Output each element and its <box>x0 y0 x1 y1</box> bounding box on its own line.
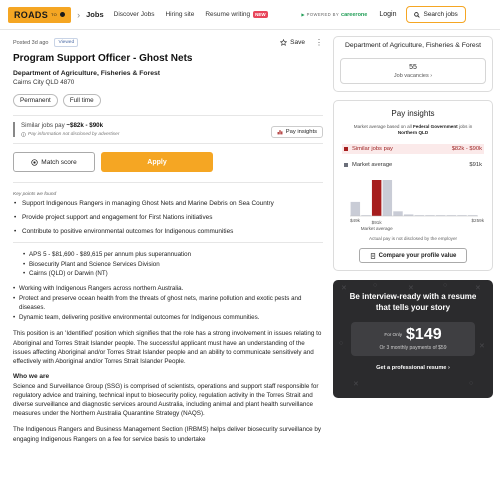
save-label: Save <box>290 39 305 46</box>
pay-insights-card <box>333 100 493 271</box>
chart-max-label: $259k <box>471 218 484 224</box>
employer-name[interactable]: Department of Agriculture, Fisheries & Forest <box>345 42 481 49</box>
logo-dot-icon <box>60 12 65 17</box>
job-detail <box>13 30 323 444</box>
pay-summary <box>13 115 323 144</box>
job-tags <box>13 94 323 107</box>
save-button[interactable] <box>280 39 305 46</box>
divider <box>13 242 323 243</box>
viewed-badge: Viewed <box>54 38 78 47</box>
compare-profile-button[interactable] <box>359 248 467 263</box>
info-icon <box>21 132 26 137</box>
action-row <box>13 152 323 172</box>
careerone-logo: careerone <box>341 11 368 18</box>
match-score-label: Match score <box>41 158 77 166</box>
subtitle-region: Northern QLD <box>397 130 429 136</box>
decor-x-icon: ✕ <box>353 381 359 389</box>
decor-circle-icon: ○ <box>373 282 378 290</box>
nav-hiring-site[interactable]: Hiring site <box>165 11 195 18</box>
search-jobs-label: Search jobs <box>423 11 458 18</box>
pay-insights-label: Pay insights <box>285 129 317 135</box>
target-icon <box>31 159 38 166</box>
pay-value: ~$82k - $90k <box>66 122 104 129</box>
powered-by-label: POWERED BY <box>306 12 340 17</box>
chart-bar <box>383 180 392 216</box>
apply-button[interactable]: Apply <box>101 152 213 172</box>
job-vacancies-button[interactable] <box>340 58 486 84</box>
job-fact: • Cairns (QLD) or Darwin (NT) <box>23 270 323 277</box>
price-row <box>351 326 475 344</box>
decor-circle-icon: ○ <box>339 340 344 348</box>
vacancies-count: 55 <box>409 63 417 71</box>
nav-discover-jobs[interactable]: Discover Jobs <box>113 11 155 18</box>
resume-promo <box>333 280 493 398</box>
duty-item: • Protect and preserve ocean health from the threats of ghost nets, marine pollution and exotic pests and diseases. <box>13 295 323 312</box>
decor-x-icon: ✕ <box>341 285 347 293</box>
sidebar <box>333 36 493 398</box>
posted-date: Posted 3d ago <box>13 39 49 46</box>
pay-insights-subtitle <box>342 124 484 136</box>
decor-circle-icon: ○ <box>443 282 448 290</box>
subtitle-bold: Federal Government <box>413 123 458 129</box>
pay-distribution-chart <box>342 176 484 234</box>
key-points-label: Key points we found <box>13 192 57 197</box>
similar-swatch <box>344 147 348 151</box>
key-point: • Contribute to positive environmental outcomes for Indigenous communities <box>13 228 323 235</box>
chart-bar <box>393 212 402 217</box>
price-box <box>351 322 475 356</box>
key-points-list <box>13 200 323 235</box>
pay-insights-title: Pay insights <box>391 108 435 118</box>
employer-card <box>333 36 493 92</box>
pay-label: Similar jobs pay <box>21 122 65 129</box>
chart-min-label: $49k <box>350 218 360 224</box>
tag-full-time: Full time <box>63 94 101 107</box>
divider <box>13 182 323 183</box>
search-icon <box>414 12 420 18</box>
subtitle-pre: Market average based on all <box>353 123 412 129</box>
job-location: Cairns City QLD 4870 <box>13 79 75 86</box>
tag-permanent: Permanent <box>13 94 58 107</box>
subtitle-post: jobs in <box>458 123 473 129</box>
document-icon <box>370 253 376 259</box>
decor-circle-icon: ○ <box>469 380 474 388</box>
vacancies-label: Job vacancies › <box>393 72 433 79</box>
breadcrumb-chevron-icon: › <box>77 9 81 20</box>
similar-label: Similar jobs pay <box>352 146 393 153</box>
key-point: • Provide project support and engagement for First Nations initiatives <box>13 214 323 221</box>
identified-paragraph: This position is an 'Identified' position which signifies that the role has a strong involvement in issues relating to Aboriginal and Torres Strait Islander people. The successful applicant must have an understanding of the issues affecting Aboriginal and/or Torres Strait Islander people and an ability to communicate sensitively and effectively with Aboriginal and/or Torres Strait Islander People. <box>13 330 322 365</box>
powered-by <box>301 12 368 18</box>
site-header <box>0 0 500 30</box>
bar-chart-icon <box>277 129 283 135</box>
logo-text: ROADS <box>14 9 49 20</box>
market-average-row <box>342 160 484 170</box>
decor-x-icon: ✕ <box>408 285 414 293</box>
market-value: $91k <box>469 162 482 169</box>
nav-resume-writing[interactable] <box>205 11 267 18</box>
job-title: Program Support Officer - Ghost Nets <box>13 53 193 64</box>
job-fact: • Biosecurity Plant and Science Services Division <box>23 261 323 268</box>
who-we-are-paragraph: Science and Surveillance Group (SSG) is comprised of scientists, operations and support staff responsible for regulatory advice and training, technical input to biosecurity policy, regulation activity in the Torres Strait and diverse surveillance and diagnostic services around Australia, including animal and plant health surveillance measures under the Northern Australia Quarantine Strategy (NAQS). <box>13 382 319 418</box>
match-score-button[interactable] <box>13 152 95 172</box>
promo-alt-price: Or 3 monthly payments of $59 <box>379 344 447 351</box>
key-point: • Support Indigenous Rangers in managing Ghost Nets and Marine Debris on Sea Country <box>13 200 323 207</box>
job-meta-row <box>13 38 323 47</box>
more-options-icon[interactable]: ⋮ <box>315 38 323 47</box>
job-facts-list <box>13 251 323 277</box>
chart-marker-value: $91k <box>371 220 382 226</box>
chart-bar <box>351 202 360 216</box>
duty-item: • Working with Indigenous Rangers across northern Australia. <box>13 285 323 293</box>
for-only-label: For Only <box>384 332 403 338</box>
promo-title: Be interview-ready with a resume that tells your story <box>349 292 477 312</box>
job-fact: • APS 5 - $81,690 - $89,615 per annum plus superannuation <box>23 251 323 258</box>
pay-insights-button[interactable] <box>271 126 323 138</box>
decor-x-icon: ✕ <box>479 343 485 351</box>
pay-chart-svg <box>342 176 486 234</box>
duty-item: • Dynamic team, delivering positive environmental outcomes for Indigenous communities. <box>13 314 323 322</box>
who-we-are-heading: Who we are <box>13 372 50 380</box>
nav-jobs[interactable]: Jobs <box>86 10 104 19</box>
star-icon <box>280 39 287 46</box>
new-badge: NEW <box>255 12 266 17</box>
irbms-paragraph: The Indigenous Rangers and Business Management Section (IRBMS) helps deliver biosecurity surveillance by engaging Indigenous Rangers on a fee for service basis to undertake <box>13 426 322 443</box>
login-link[interactable]: Login <box>379 11 397 18</box>
similar-value: $82k - $90k <box>451 146 482 153</box>
compare-profile-label: Compare your profile value <box>378 252 457 259</box>
chart-marker-label: Market average <box>360 226 393 232</box>
nav-resume-writing-label: Resume writing <box>205 11 251 18</box>
roads-logo[interactable] <box>8 7 71 23</box>
search-jobs-button[interactable] <box>406 6 465 23</box>
promo-price: $149 <box>406 325 442 343</box>
decor-x-icon: ✕ <box>475 285 481 293</box>
pay-note-text: Pay information not disclosed by advertiser <box>28 132 120 137</box>
organisation-name[interactable]: Department of Agriculture, Fisheries & Forest <box>13 70 161 77</box>
chart-bar <box>372 180 381 216</box>
chart-footnote: Actual pay is not disclosed by the employer <box>368 236 458 242</box>
similar-jobs-row <box>342 144 484 154</box>
market-label: Market average <box>352 162 393 169</box>
logo-sub: TO <box>51 12 58 17</box>
duties-list <box>13 285 323 322</box>
powered-arrow-icon <box>301 13 305 17</box>
market-swatch <box>344 163 348 167</box>
get-resume-link[interactable]: Get a professional resume › <box>376 364 450 371</box>
